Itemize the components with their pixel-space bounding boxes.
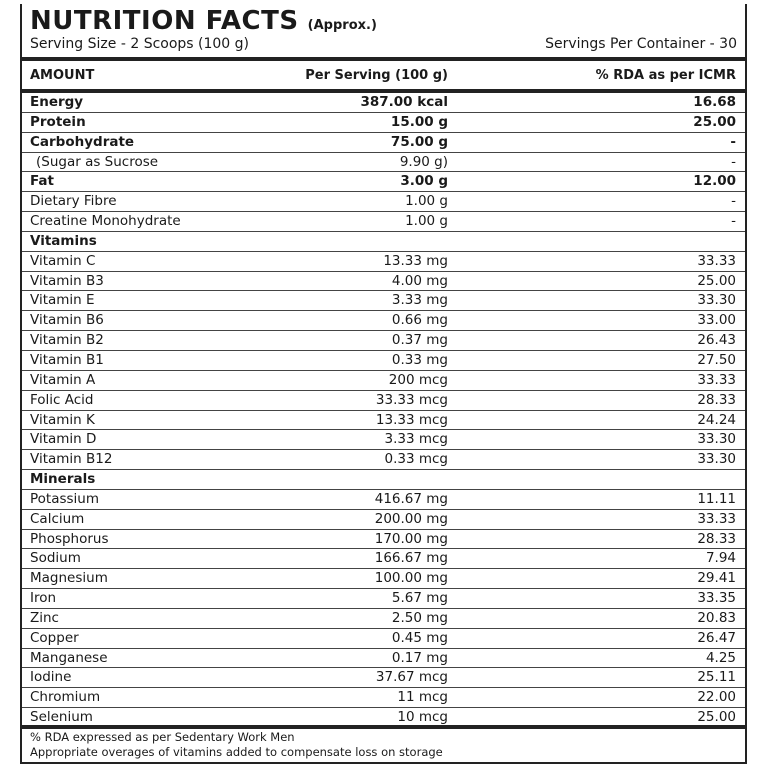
per-serving-value: 4.00 mg	[391, 272, 448, 289]
nutrient-name: Creatine Monohydrate	[30, 213, 181, 230]
footer-note-overages: Appropriate overages of vitamins added to compensate loss on storage	[30, 745, 443, 759]
rda-value: 33.33	[697, 252, 736, 269]
rda-value: 28.33	[697, 530, 736, 547]
rda-value: 33.35	[697, 590, 736, 607]
per-serving-value: 9.90 g)	[399, 153, 448, 170]
footer-note-rda: % RDA expressed as per Sedentary Work Men	[30, 730, 295, 744]
section-heading-row	[22, 470, 745, 490]
per-serving-value: 5.67 mg	[391, 590, 448, 607]
rda-value: 16.68	[693, 94, 736, 110]
table-header	[22, 63, 745, 89]
nutrient-name: Zinc	[30, 609, 59, 626]
per-serving-value: 0.33 mg	[391, 351, 448, 368]
nutrient-name: Selenium	[30, 709, 93, 726]
per-serving-value: 15.00 g	[390, 113, 448, 130]
rda-value: 11.11	[697, 490, 736, 507]
rda-value: 33.30	[697, 292, 736, 309]
servings-per-container: Servings Per Container - 30	[545, 36, 737, 52]
nutrient-name: Iodine	[30, 669, 72, 686]
per-serving-value: 0.66 mg	[391, 312, 448, 329]
rda-value: -	[731, 193, 736, 210]
per-serving-value: 416.67 mg	[374, 490, 448, 507]
per-serving-value: 3.33 mcg	[384, 431, 448, 448]
per-serving-value: 387.00 kcal	[360, 94, 448, 110]
nutrient-name: Vitamin D	[30, 431, 97, 448]
per-serving-value: 37.67 mcg	[375, 669, 448, 686]
title-note: (Approx.)	[307, 18, 377, 33]
nutrient-name: Folic Acid	[30, 391, 94, 408]
nutrient-name: Vitamin B3	[30, 272, 104, 289]
per-serving-value: 200.00 mg	[374, 510, 448, 527]
rda-value: 7.94	[705, 550, 736, 567]
nutrient-row	[22, 371, 745, 391]
per-serving-value: 166.67 mg	[374, 550, 448, 567]
nutrient-name: Chromium	[30, 689, 101, 706]
per-serving-value: 1.00 g	[405, 193, 448, 210]
nutrient-row	[22, 649, 745, 669]
header-per-serving: Per Serving (100 g)	[305, 68, 448, 83]
rda-value: 29.41	[697, 570, 736, 587]
nutrient-row	[22, 450, 745, 470]
nutrient-name: Vitamin C	[30, 252, 96, 269]
rda-value: 25.00	[697, 272, 736, 289]
nutrient-name: Copper	[30, 629, 79, 646]
nutrient-row	[22, 391, 745, 411]
nutrient-name: Iron	[30, 590, 57, 607]
per-serving-value: 33.33 mcg	[375, 391, 448, 408]
header-rda: % RDA as per ICMR	[595, 68, 736, 83]
per-serving-value: 0.37 mg	[391, 332, 448, 349]
nutrient-row	[22, 331, 745, 351]
rda-value: 25.11	[697, 669, 736, 686]
nutrient-name: (Sugar as Sucrose	[36, 153, 159, 170]
nutrient-row	[22, 589, 745, 609]
rda-value: -	[731, 153, 736, 170]
nutrient-row	[22, 172, 745, 192]
nutrient-row	[22, 153, 745, 173]
serving-info	[30, 36, 737, 52]
serving-size: Serving Size - 2 Scoops (100 g)	[30, 36, 250, 52]
nutrient-row	[22, 549, 745, 569]
header-amount: AMOUNT	[30, 68, 95, 83]
nutrient-name: Potassium	[30, 490, 100, 507]
nutrient-name: Protein	[30, 113, 86, 130]
nutrition-facts-panel	[20, 4, 747, 764]
per-serving-value: 13.33 mg	[383, 252, 448, 269]
rda-value: 26.47	[697, 629, 736, 646]
bottom-divider	[22, 725, 745, 729]
nutrient-row	[22, 291, 745, 311]
nutrient-row	[22, 629, 745, 649]
nutrient-name: Vitamin E	[30, 292, 95, 309]
rda-value: -	[731, 213, 736, 230]
nutrient-table	[22, 93, 745, 728]
per-serving-value: 100.00 mg	[374, 570, 448, 587]
nutrient-name: Calcium	[30, 510, 85, 527]
top-divider	[22, 57, 745, 61]
per-serving-value: 170.00 mg	[374, 530, 448, 547]
rda-value: 33.33	[697, 510, 736, 527]
per-serving-value: 11 mcg	[397, 689, 448, 706]
rda-value: 12.00	[693, 173, 736, 190]
nutrient-row	[22, 490, 745, 510]
nutrient-row	[22, 192, 745, 212]
rda-value: 28.33	[697, 391, 736, 408]
nutrient-name: Fat	[30, 173, 54, 190]
nutrient-row	[22, 93, 745, 113]
nutrient-name: Vitamin B6	[30, 312, 104, 329]
nutrient-name: Magnesium	[30, 570, 108, 587]
nutrient-name: Vitamin K	[30, 411, 95, 428]
nutrient-row	[22, 688, 745, 708]
per-serving-value: 0.45 mg	[391, 629, 448, 646]
nutrient-name: Vitamin A	[30, 371, 96, 388]
nutrient-row	[22, 609, 745, 629]
per-serving-value: 13.33 mcg	[375, 411, 448, 428]
per-serving-value: 2.50 mg	[391, 609, 448, 626]
nutrient-row	[22, 133, 745, 153]
rda-value: 22.00	[697, 689, 736, 706]
nutrient-row	[22, 113, 745, 133]
rda-value: 26.43	[697, 332, 736, 349]
rda-value: 33.00	[697, 312, 736, 329]
nutrient-name: Sodium	[30, 550, 81, 567]
nutrient-name: Minerals	[30, 471, 96, 488]
footer-notes	[30, 730, 443, 760]
nutrient-name: Vitamin B12	[30, 451, 113, 468]
nutrient-row	[22, 411, 745, 431]
nutrient-row	[22, 668, 745, 688]
rda-value: 25.00	[697, 709, 736, 726]
per-serving-value: 75.00 g	[390, 133, 448, 150]
per-serving-value: 10 mcg	[397, 709, 448, 726]
title-row	[30, 6, 377, 36]
per-serving-value: 200 mcg	[388, 371, 448, 388]
per-serving-value: 3.33 mg	[391, 292, 448, 309]
rda-value: 24.24	[697, 411, 736, 428]
rda-value: 33.33	[697, 371, 736, 388]
rda-value: 25.00	[693, 113, 736, 130]
per-serving-value: 0.33 mcg	[384, 451, 448, 468]
rda-value: 33.30	[697, 451, 736, 468]
per-serving-value: 3.00 g	[400, 173, 448, 190]
nutrient-name: Vitamin B1	[30, 351, 104, 368]
nutrient-row	[22, 272, 745, 292]
rda-value: 33.30	[697, 431, 736, 448]
per-serving-value: 1.00 g	[405, 213, 448, 230]
nutrient-row	[22, 569, 745, 589]
nutrient-name: Energy	[30, 94, 84, 110]
section-heading-row	[22, 232, 745, 252]
rda-value: 4.25	[705, 649, 736, 666]
nutrient-row	[22, 311, 745, 331]
nutrient-name: Vitamins	[30, 232, 97, 249]
nutrient-row	[22, 510, 745, 530]
rda-value: 20.83	[697, 609, 736, 626]
nutrient-name: Dietary Fibre	[30, 193, 117, 210]
page-title: NUTRITION FACTS	[30, 6, 299, 36]
nutrient-name: Phosphorus	[30, 530, 109, 547]
nutrient-row	[22, 530, 745, 550]
nutrient-name: Carbohydrate	[30, 133, 135, 150]
nutrient-row	[22, 351, 745, 371]
nutrient-row	[22, 212, 745, 232]
nutrient-row	[22, 252, 745, 272]
nutrient-name: Manganese	[30, 649, 108, 666]
per-serving-value: 0.17 mg	[391, 649, 448, 666]
nutrient-name: Vitamin B2	[30, 332, 104, 349]
nutrient-row	[22, 430, 745, 450]
rda-value: -	[730, 133, 736, 150]
rda-value: 27.50	[697, 351, 736, 368]
